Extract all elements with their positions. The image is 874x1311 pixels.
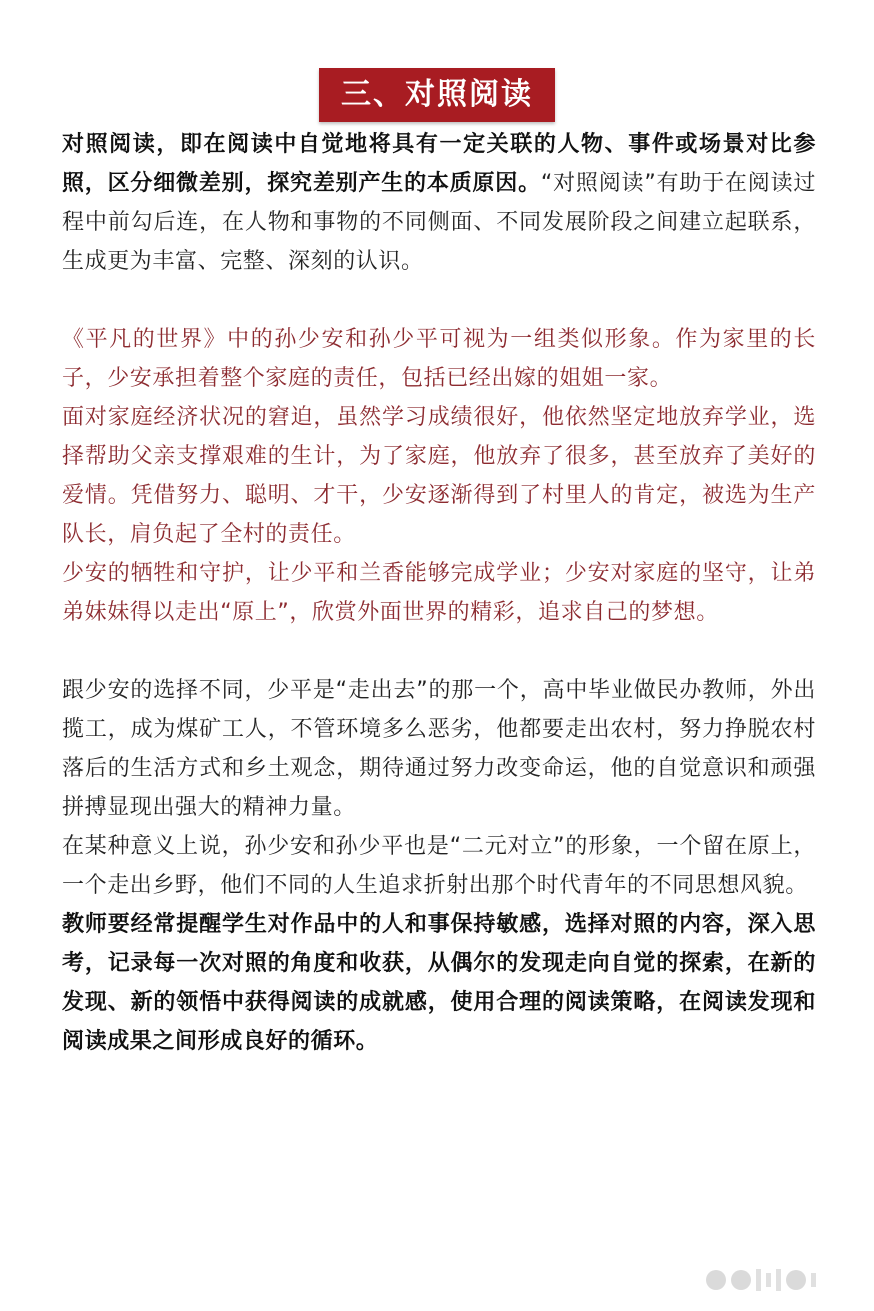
watermark-circle-icon bbox=[731, 1270, 751, 1290]
contrast-paragraph-binary: 在某种意义上说，孙少安和孙少平也是“二元对立”的形象，一个留在原上，一个走出乡野，他们不同的人生追求折射出那个时代青年的不同思想风貌。 bbox=[62, 834, 816, 898]
watermark-bar-icon bbox=[776, 1269, 781, 1291]
example-paragraph-shaoan-intro: 《平凡的世界》中的孙少安和孙少平可视为一组类似形象。作为家里的长子，少安承担着整个家庭的责任，包括已经出嫁的姐姐一家。 bbox=[62, 327, 816, 391]
article-body bbox=[62, 125, 816, 1061]
teacher-advice-paragraph: 教师要经常提醒学生对作品中的人和事保持敏感，选择对照的内容，深入思考，记录每一次对照的角度和收获，从偶尔的发现走向自觉的探索，在新的发现、新的领悟中获得阅读的成就感，使用合理的阅读策略，在阅读发现和阅读成果之间形成良好的循环。 bbox=[62, 912, 816, 1054]
intro-definition-bold: 对照阅读，即在阅读中自觉地将具有一定关联的人物、事件或场景对比参照，区分细微差别，探究差别产生的本质原因。 bbox=[62, 132, 816, 196]
watermark-circle-icon bbox=[706, 1270, 726, 1290]
title-banner-container bbox=[0, 68, 874, 122]
intro-explanation: “对照阅读”有助于在阅读过程中前勾后连，在人物和事物的不同侧面、不同发展阶段之间建立起联系，生成更为丰富、完整、深刻的认识。 bbox=[62, 171, 816, 274]
example-paragraph-shaoan-sacrifice: 面对家庭经济状况的窘迫，虽然学习成绩很好，他依然坚定地放弃学业，选择帮助父亲支撑艰难的生计，为了家庭，他放弃了很多，甚至放弃了美好的爱情。凭借努力、聪明、才干，少安逐渐得到了村里人的肯定，被选为生产队长，肩负起了全村的责任。 bbox=[62, 405, 816, 547]
watermark-logo bbox=[706, 1267, 856, 1293]
watermark-bar-icon bbox=[811, 1273, 816, 1287]
watermark-circle-icon bbox=[786, 1270, 806, 1290]
paragraph-spacer bbox=[62, 632, 816, 671]
watermark-bar-icon bbox=[766, 1273, 771, 1287]
contrast-paragraph-shaoping: 跟少安的选择不同，少平是“走出去”的那一个，高中毕业做民办教师，外出揽工，成为煤矿工人，不管环境多么恶劣，他都要走出农村，努力挣脱农村落后的生活方式和乡土观念，期待通过努力改变命运，他的自觉意识和顽强拼搏显现出强大的精神力量。 bbox=[62, 678, 816, 820]
section-title: 三、对照阅读 bbox=[319, 68, 555, 122]
intro-paragraph bbox=[62, 125, 816, 281]
example-paragraph-shaoan-guard: 少安的牺牲和守护，让少平和兰香能够完成学业；少安对家庭的坚守，让弟弟妹妹得以走出“原上”，欣赏外面世界的精彩，追求自己的梦想。 bbox=[62, 561, 816, 625]
watermark-bar-icon bbox=[756, 1269, 761, 1291]
paragraph-spacer bbox=[62, 281, 816, 320]
